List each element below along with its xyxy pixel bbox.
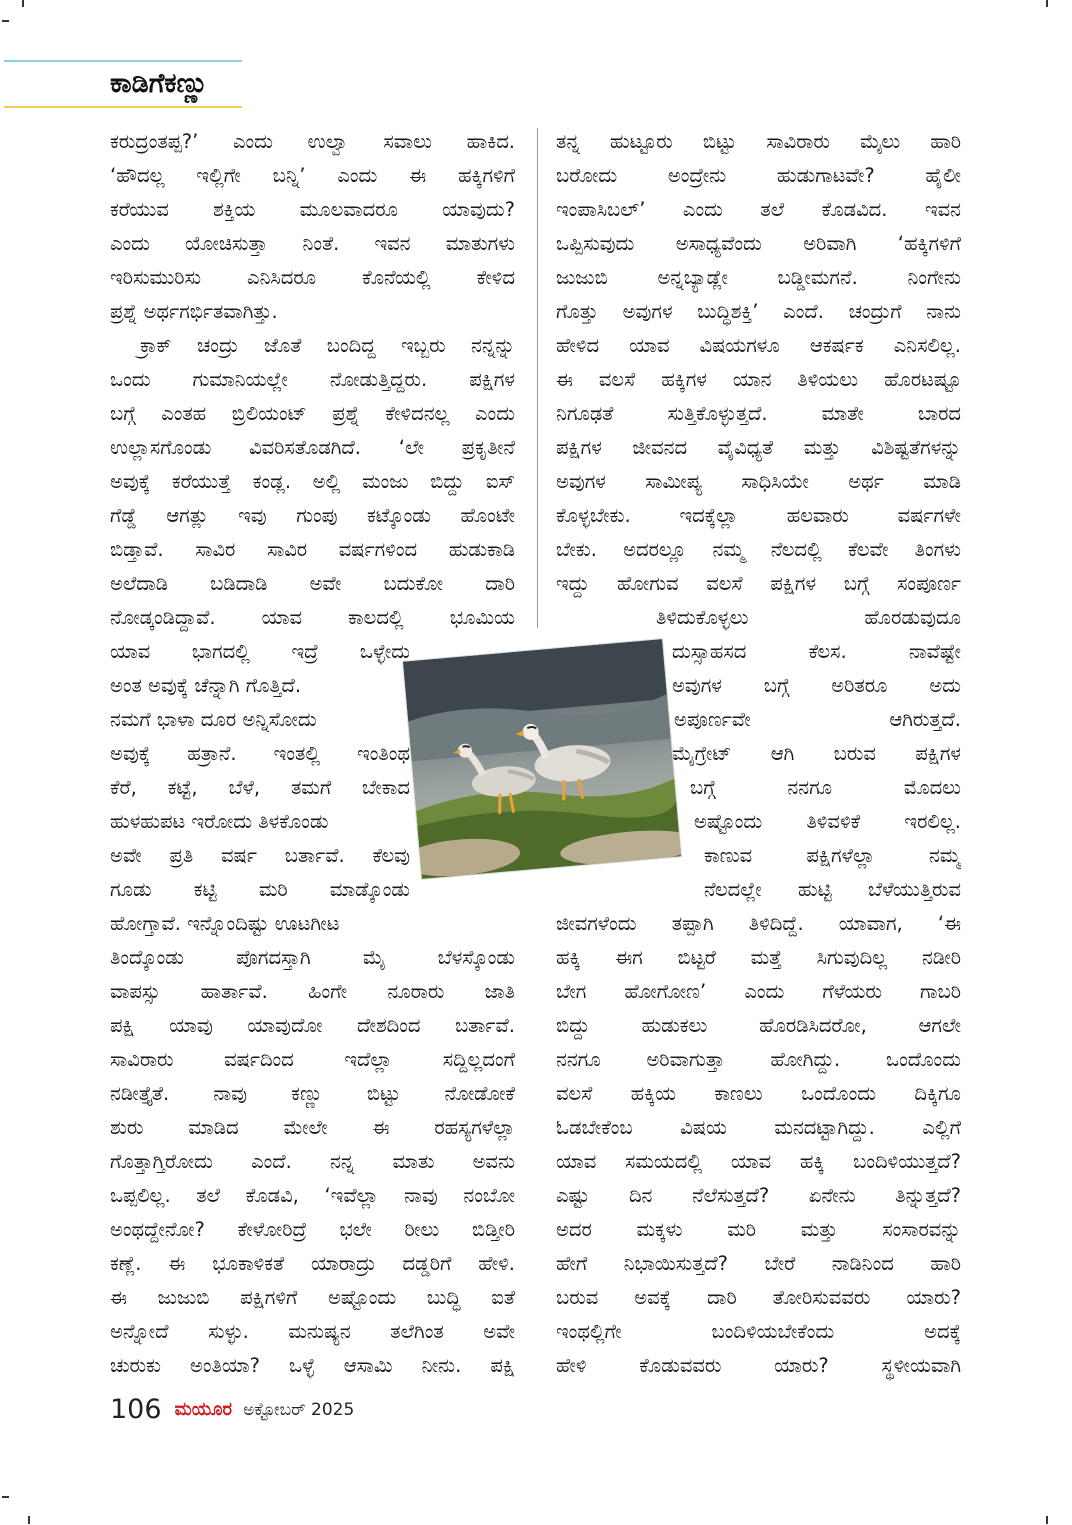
text-line: ಹಕ್ಕಿ ಈಗ ಬಿಟ್ಟರೆ ಮತ್ತೆ ಸಿಗುವುದಿಲ್ಲ ನಡೀರಿ (556, 946, 961, 969)
text-line: ಇಂಪಾಸಿಬಲ್’ ಎಂದು ತಲೆ ಕೊಡವಿದ. ಇವನ (556, 198, 961, 221)
issue-date: ಅಕ್ಟೋಬರ್ 2025 (243, 1399, 355, 1420)
text-line: ಯಾವ ಸಮಯದಲ್ಲಿ ಯಾವ ಹಕ್ಕಿ ಬಂದಿಳಿಯುತ್ತದೆ? (556, 1150, 961, 1173)
text-line: ಅವುಗಳ ಸಾಮೀಪ್ಯ ಸಾಧಿಸಿಯೇ ಅರ್ಥ ಮಾಡಿ (556, 470, 961, 493)
text-line: ಅಲೆದಾಡಿ ಬಡಿದಾಡಿ ಅವೇ ಬದುಕೋ ದಾರಿ (110, 572, 515, 595)
text-line: ನಮಗೆ ಭಾಳಾ ದೂರ ಅನ್ನಿಸೋದು (110, 708, 317, 731)
text-line: ಕಾಣುವ ಪಕ್ಷಿಗಳೆಲ್ಲಾ ನಮ್ಮ (704, 844, 961, 867)
section-title: ಕಾಡಿಗೆಕಣ್ಣು (110, 68, 209, 99)
crop-mark (1046, 1516, 1048, 1524)
crop-mark (22, 0, 24, 7)
text-line: ಕೆರೆ, ಕಟ್ಟೆ, ಬೆಳೆ, ತಮಗೆ ಬೇಕಾದ (110, 776, 410, 799)
text-line: ಬರುವ ಅವಕ್ಕೆ ದಾರಿ ತೋರಿಸುವವರು ಯಾರು? (556, 1286, 961, 1309)
text-line: ಇದ್ದು ಹೋಗುವ ವಲಸೆ ಪಕ್ಷಿಗಳ ಬಗ್ಗೆ ಸಂಪೂರ್ಣ (556, 572, 961, 595)
text-line: ಎಂದು ಯೋಚಿಸುತ್ತಾ ನಿಂತೆ. ಇವನ ಮಾತುಗಳು (110, 232, 515, 255)
header-rule-bottom (4, 106, 242, 108)
text-line: ಇಂಥಲ್ಲಿಗೇ ಬಂದಿಳಿಯಬೇಕೆಂದು ಅದಕ್ಕೆ (556, 1320, 961, 1343)
text-line: ನೋಡ್ಕಂಡಿದ್ದಾವೆ. ಯಾವ ಕಾಲದಲ್ಲಿ ಭೂಮಿಯ (110, 606, 515, 629)
text-line: ಉಲ್ಲಾಸಗೊಂಡು ವಿವರಿಸತೊಡಗಿದೆ. ‘ಲೇ ಪ್ರಕೃತೀನೆ (110, 436, 515, 459)
page-number: 106 (110, 1394, 162, 1425)
text-line: ಪಕ್ಷಿ ಯಾವು ಯಾವುದೋ ದೇಶದಿಂದ ಬರ್ತಾವೆ. (110, 1014, 515, 1037)
text-line: ನನಗೂ ಅರಿವಾಗುತ್ತಾ ಹೋಗಿದ್ದು. ಒಂದೊಂದು (556, 1048, 961, 1071)
text-line: ಅಷ್ಟೊಂದು ತಿಳಿವಳಿಕೆ ಇರಲಿಲ್ಲ. (694, 810, 961, 833)
text-line: ಈ ಜುಜುಬಿ ಪಕ್ಷಿಗಳಿಗೆ ಅಷ್ಟೊಂದು ಬುದ್ಧಿ ಐತೆ (110, 1286, 515, 1309)
text-line: ಗೊತ್ತಾಗ್ತಿರೋದು ಎಂದೆ. ನನ್ನ ಮಾತು ಅವನು (110, 1150, 515, 1173)
text-line: ಹೋಗ್ತಾವೆ. ಇನ್ನೊಂದಿಷ್ಟು ಊಟಗೀಟ (110, 912, 340, 935)
text-line: ಅವುಕ್ಕೆ ಕರೆಯುತ್ತೆ ಕಂಡ್ಲ. ಅಲ್ಲಿ ಮಂಜು ಬಿದ್ದು ಐಸ್ (110, 470, 515, 493)
text-line: ಮೈಗ್ರೇಟ್ ಆಗಿ ಬರುವ ಪಕ್ಷಿಗಳ (672, 742, 961, 765)
text-line: ಸಾವಿರಾರು ವರ್ಷದಿಂದ ಇದೆಲ್ಲಾ ಸದ್ದಿಲ್ಲದಂಗೆ (110, 1048, 515, 1071)
text-line: ಹೇಳಿ ಕೊಡುವವರು ಯಾರು? ಸ್ಥಳೀಯವಾಗಿ (556, 1354, 961, 1377)
text-line: ದುಸ್ಸಾಹಸದ ಕೆಲಸ. ನಾವೆಷ್ಟೇ (672, 640, 961, 663)
text-line: ಕಣ್ಲೆ. ಈ ಭೂಕಾಳಿಕತೆ ಯಾರಾದ್ರು ದಡ್ಡರಿಗೆ ಹೇಳಿ. (110, 1252, 515, 1275)
text-line: ಗೆಡ್ಡೆ ಆಗತ್ಲು ಇವು ಗುಂಪು ಕಟ್ಕೊಂಡು ಹೊಂಟೇ (110, 504, 515, 527)
text-line: ಗೊತ್ತು ಅವುಗಳ ಬುದ್ಧಿಶಕ್ತಿ’ ಎಂದೆ. ಚಂದ್ರುಗೆ ನಾನು (556, 300, 961, 323)
text-line: ವಲಸೆ ಹಕ್ಕಿಯ ಕಾಣಲು ಒಂದೊಂದು ದಿಕ್ಕಿಗೂ (556, 1082, 961, 1105)
text-line: ಹೇಳಿದ ಯಾವ ವಿಷಯಗಳೂ ಆಕರ್ಷಕ ಎನಿಸಲಿಲ್ಲ. (556, 334, 961, 357)
page-footer (110, 1394, 354, 1430)
header-rule-top (4, 60, 242, 62)
text-line: ಈ ವಲಸೆ ಹಕ್ಕಿಗಳ ಯಾನ ತಿಳಿಯಲು ಹೊರಟಷ್ಟೂ (556, 368, 961, 391)
text-line: ಅದರ ಮಕ್ಕಳು ಮರಿ ಮತ್ತು ಸಂಸಾರವನ್ನು (556, 1218, 961, 1241)
text-line: ಗೂಡು ಕಟ್ಟಿ ಮರಿ ಮಾಡ್ಕೊಂಡು (110, 878, 410, 901)
text-line: ಬರೋದು ಅಂದ್ರೇನು ಹುಡುಗಾಟವೇ? ಹೈಲೀ (556, 164, 961, 187)
text-line: ಎಷ್ಟು ದಿನ ನೆಲೆಸುತ್ತದೆ? ಏನೇನು ತಿನ್ನುತ್ತದೆ? (556, 1184, 961, 1207)
text-line: ತನ್ನ ಹುಟ್ಟೂರು ಬಿಟ್ಟು ಸಾವಿರಾರು ಮೈಲು ಹಾರಿ (556, 130, 961, 153)
text-line: ವಾಪಸ್ಸು ಹಾರ್ತಾವೆ. ಹಿಂಗೇ ನೂರಾರು ಜಾತಿ (110, 980, 515, 1003)
column-divider (537, 128, 538, 628)
text-line: ಶುರು ಮಾಡಿದ ಮೇಲೇ ಈ ರಹಸ್ಯಗಳೆಲ್ಲಾ (110, 1116, 515, 1139)
text-line: ಅವೇ ಪ್ರತಿ ವರ್ಷ ಬರ್ತಾವೆ. ಕೆಲವು (110, 844, 410, 867)
text-line: ಓಡಬೇಕೆಂಬ ವಿಷಯ ಮನದಟ್ಟಾಗಿದ್ದು. ಎಲ್ಲಿಗೆ (556, 1116, 961, 1139)
text-line: ಬೇಕು. ಅದರಲ್ಲೂ ನಮ್ಮ ನೆಲದಲ್ಲಿ ಕೆಲವೇ ತಿಂಗಳು (556, 538, 961, 561)
text-line: ಹುಳಹುಪಟ ಇರೋದು ತಿಳಕೊಂಡು (110, 810, 329, 833)
text-line: ಬಿಡ್ತಾವೆ. ಸಾವಿರ ಸಾವಿರ ವರ್ಷಗಳಿಂದ ಹುಡುಕಾಡಿ (110, 538, 515, 561)
text-line: ಅವುಕ್ಕೆ ಹತ್ರಾನೆ. ಇಂತಲ್ಲಿ ಇಂತಿಂಥ (110, 742, 410, 765)
text-line: ಅಂಥದ್ದೇನೋ? ಕೇಳೋರಿದ್ರೆ ಭಲೇ ರೀಲು ಬಿಡ್ತೀರಿ (110, 1218, 515, 1241)
text-line: ಹೇಗೆ ನಿಭಾಯಿಸುತ್ತದೆ? ಬೇರೆ ನಾಡಿನಿಂದ ಹಾರಿ (556, 1252, 961, 1275)
crop-mark (2, 1496, 9, 1498)
text-line: ಕರುದ್ರಂತಪ್ಪ?’ ಎಂದು ಉಲ್ವಾ ಸವಾಲು ಹಾಕಿದ. (110, 130, 515, 153)
magazine-logo: ಮಯೂರ (174, 1399, 233, 1420)
text-line: ನಿಗೂಢತೆ ಸುತ್ತಿಕೊಳ್ಳುತ್ತದೆ. ಮಾತೇ ಬಾರದ (556, 402, 961, 425)
text-line: ಕ್ರಾಕ್ ಚಂದ್ರು ಜೊತೆ ಬಂದಿದ್ದ ಇಬ್ಬರು ನನ್ನನ್ನು (140, 334, 515, 357)
text-line: ಬಗ್ಗೆ ಎಂತಹ ಬ್ರಿಲಿಯಂಟ್ ಪ್ರಶ್ನೆ ಕೇಳಿದನಲ್ಲ ಎಂದು (110, 402, 515, 425)
text-line: ಚುರುಕು ಅಂತಿಯಾ? ಒಳ್ಳೆ ಆಸಾಮಿ ನೀನು. ಪಕ್ಷಿ (110, 1354, 515, 1377)
text-line: ಅನ್ನೋದೆ ಸುಳ್ಳು. ಮನುಷ್ಯನ ತಲೆಗಿಂತ ಅವೇ (110, 1320, 515, 1343)
text-line: ಅಂತ ಅವುಕ್ಕೆ ಚೆನ್ನಾಗಿ ಗೊತ್ತಿದೆ. (110, 674, 302, 697)
text-line: ಜೀವಗಳೆಂದು ತಪ್ಪಾಗಿ ತಿಳಿದಿದ್ದೆ. ಯಾವಾಗ, ‘ಈ (556, 912, 961, 935)
text-line: ಪಕ್ಷಿಗಳ ಜೀವನದ ವೈವಿಧ್ಯತೆ ಮತ್ತು ವಿಶಿಷ್ಟತೆಗಳನ್ನು (556, 436, 961, 459)
text-line: ಕೊಳ್ಳಬೇಕು. ಇದಕ್ಕೆಲ್ಲಾ ಹಲವಾರು ವರ್ಷಗಳೇ (556, 504, 961, 527)
text-line: ಬೇಗ ಹೋಗೋಣ’ ಎಂದು ಗೆಳೆಯರು ಗಾಬರಿ (556, 980, 961, 1003)
text-line: ಬಗ್ಗೆ ನನಗೂ ಮೊದಲು (690, 776, 961, 799)
bar-headed-geese-image (403, 639, 681, 879)
text-line: ತಿಂದ್ಕೊಂಡು ಪೊಗದಸ್ತಾಗಿ ಮೈ ಬೆಳಸ್ಕೊಂಡು (110, 946, 515, 969)
text-line: ನಡೀತ್ತೈತೆ. ನಾವು ಕಣ್ಣು ಬಿಟ್ಟು ನೋಡೋಕೆ (110, 1082, 515, 1105)
text-line: ನೆಲದಲ್ಲೇ ಹುಟ್ಟಿ ಬೆಳೆಯುತ್ತಿರುವ (704, 878, 961, 901)
text-line: ಜುಜುಬಿ ಅನ್ನಬ್ಯಾಡ್ಲೇ ಬಡ್ಡೀಮಗನೆ. ನಿಂಗೇನು (556, 266, 961, 289)
text-line: ಒಪ್ಪಿಸುವುದು ಅಸಾಧ್ಯವೆಂದು ಅರಿವಾಗಿ ‘ಹಕ್ಕಿಗಳಿಗೆ (556, 232, 961, 255)
text-line: ಅವುಗಳ ಬಗ್ಗೆ ಅರಿತರೂ ಅದು (672, 674, 961, 697)
text-line: ಇರಿಸುಮುರಿಸು ಎನಿಸಿದರೂ ಕೊನೆಯಲ್ಲಿ ಕೇಳಿದ (110, 266, 515, 289)
text-line: ಒಪ್ಪಲಿಲ್ಲ. ತಲೆ ಕೊಡವಿ, ‘ಇವೆಲ್ಲಾ ನಾವು ನಂಬೋ (110, 1184, 515, 1207)
crop-mark (2, 20, 9, 22)
text-line: ‘ಹೌದಲ್ಲ ಇಲ್ಲಿಗೇ ಬನ್ನಿ’ ಎಂದು ಈ ಹಕ್ಕಿಗಳಿಗೆ (110, 164, 515, 187)
text-line: ಒಂದು ಗುಮಾನಿಯಲ್ಲೇ ನೋಡುತ್ತಿದ್ದರು. ಪಕ್ಷಿಗಳ (110, 368, 515, 391)
text-line: ತಿಳಿದುಕೊಳ್ಳಲು ಹೊರಡುವುದೂ (656, 606, 961, 629)
text-line: ಅಪೂರ್ಣವೇ ಆಗಿರುತ್ತದೆ. (674, 708, 961, 731)
crop-mark (1046, 0, 1048, 7)
crop-mark (28, 1516, 30, 1524)
text-line: ಕರೆಯುವ ಶಕ್ತಿಯ ಮೂಲವಾದರೂ ಯಾವುದು? (110, 198, 515, 221)
text-line: ಬಿದ್ದು ಹುಡುಕಲು ಹೊರಡಿಸಿದರೋ, ಆಗಲೇ (556, 1014, 961, 1037)
bird-photo (403, 639, 681, 879)
text-line: ಪ್ರಶ್ನೆ ಅರ್ಥಗರ್ಭಿತವಾಗಿತ್ತು. (110, 300, 278, 323)
text-line: ಯಾವ ಭಾಗದಲ್ಲಿ ಇದ್ರೆ ಒಳ್ಳೇದು (110, 640, 410, 663)
